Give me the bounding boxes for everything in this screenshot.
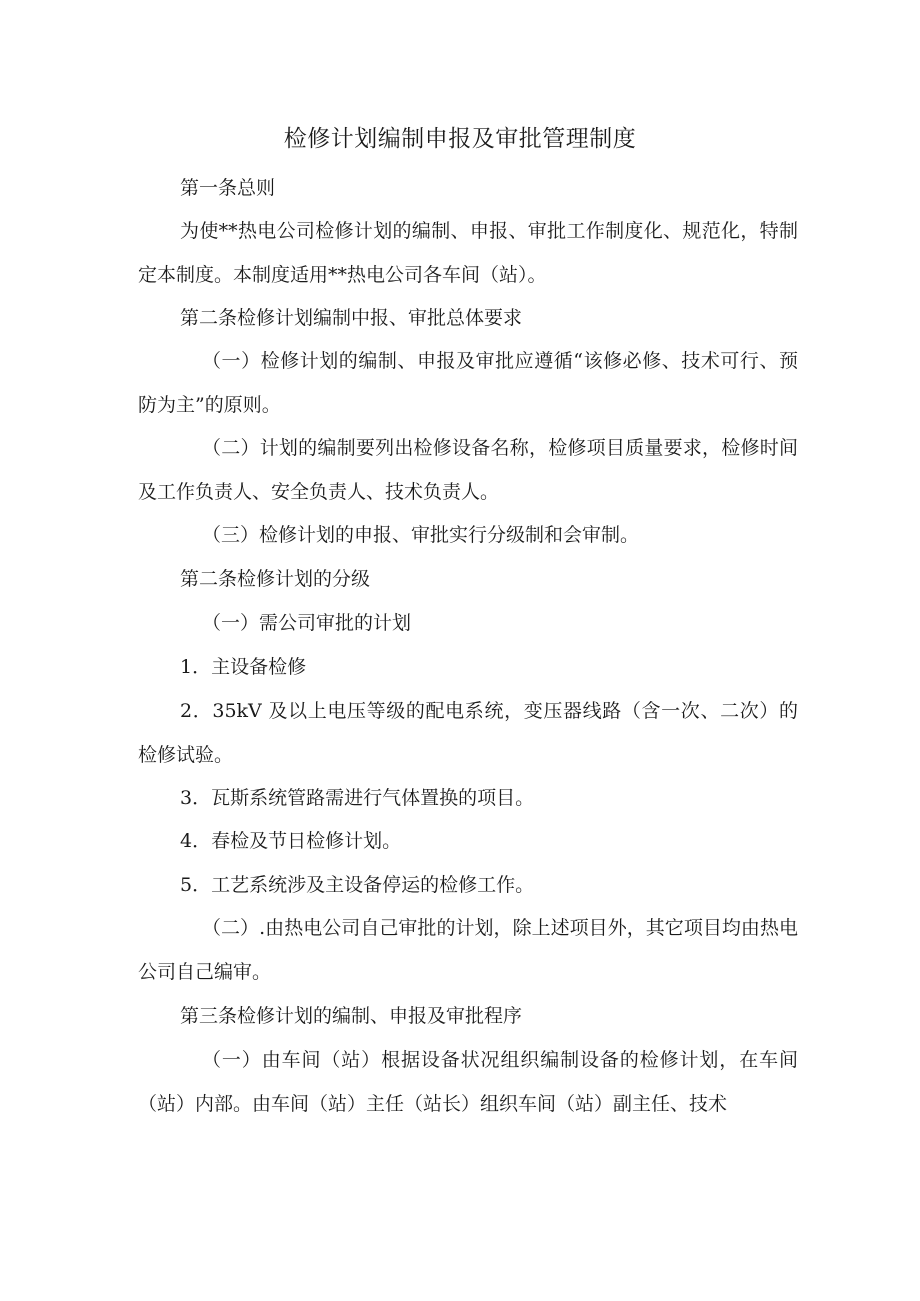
article-2b-heading: 第二条检修计划的分级: [180, 568, 371, 590]
list-item-1: 1．主设备检修: [180, 656, 307, 678]
document-title: 检修计划编制申报及审批管理制度: [283, 126, 637, 152]
list-item-3: 3．瓦斯系统管路需进行气体置换的项目。: [180, 787, 535, 809]
article-3-item-1: （一）由车间（站）根据设备状况组织编制设备的检修计划，在车间（站）内部。由车间（站）主任（站长）组织车间（站）副主任、技术: [138, 1049, 798, 1115]
section-2-body: （二）.由热电公司自己审批的计划，除上述项目外，其它项目均由热电公司自己编审。: [138, 917, 798, 983]
article-2-item-1: （一）检修计划的编制、申报及审批应遵循“该修必修、技术可行、预防为主”的原则。: [138, 350, 798, 416]
article-1-body: 为使**热电公司检修计划的编制、申报、审批工作制度化、规范化，特制定本制度。本制度适用**热电公司各车间（站）。: [138, 220, 798, 286]
list-item-4: 4．春检及节日检修计划。: [180, 830, 402, 852]
section-1-heading: （一）需公司审批的计划: [202, 612, 412, 634]
article-2-item-3: （三）检修计划的申报、审批实行分级制和会审制。: [202, 524, 640, 546]
article-2-heading: 第二条检修计划编制中报、审批总体要求: [180, 307, 523, 329]
list-item-5: 5．工艺系统涉及主设备停运的检修工作。: [180, 874, 535, 896]
article-3-heading: 第三条检修计划的编制、申报及审批程序: [180, 1005, 523, 1027]
list-item-2: 2．35kV 及以上电压等级的配电系统，变压器线路（含一次、二次）的检修试验。: [138, 700, 798, 766]
article-1-heading: 第一条总则: [180, 177, 276, 199]
article-2-item-2: （二）计划的编制要列出检修设备名称，检修项目质量要求，检修时间及工作负责人、安全负责人、技术负责人。: [138, 437, 798, 503]
